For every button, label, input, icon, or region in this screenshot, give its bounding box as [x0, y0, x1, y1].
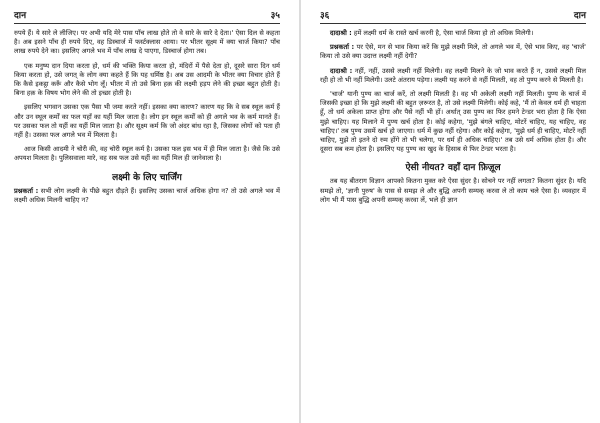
- right-page-header: [320, 8, 586, 24]
- left-paragraph-3: इसलिए भगवान उसका एक पैसा भी जमा करते नहीं। इसका क्या कारण? कारण यह कि वे सब स्थूल कर्म हैं और उन स्थूल कर्मों का फल यहाँ का यहीं मिल जाता है। लोग इन स्थूल कर्मों को ही अगले भव के कर्म मानते हैं। पर उसका फल तो यहीं का यहीं मिल जाता है। और सूक्ष्म कर्म कि जो अंदर बांध रहा है, जिसका लोगों को पता ही नहीं है। उसका फल अगले भव में मिलता है।: [14, 103, 280, 140]
- right-page: [300, 0, 600, 423]
- right-last-paragraph: तब यह बीतराग विज्ञान आपको कितना मुक्त करे ऐसा सुंदर है। सोचने पर नहीं लगता? कितना सुंदर है। यदि समझे तो, 'ज्ञानी पुरुष' के पास से समझ ले और बुद्धि अपनी सम्यक् करवा ले तो काम चले ऐसा है। व्यवहार में लोग भी मैं पास बुद्धि अपनी सम्यक् करवा लें, भले ही ज्ञान: [320, 177, 586, 204]
- left-paragraph-2: एक मनुष्य दान दिया करता हो, धर्म की भक्ति किया करता हो, मंदिरों में पैसे देता हो, दूसरे सारा दिन धर्म किया करता हो, उसे जगत् के लोग क्या कहते हैं कि यह धर्मिष्ठ है। अब उस आदमी के भीतर क्या विचार होते हैं कि कैसे इकट्ठा करूँ और कैसे भोग लूँ। भीतर में तो उसे बिना हक़ की लक्ष्मी हड़प लेने की इच्छा बहुत होती है। बिना हक़ के विषय भोग लेने की तो इच्छा होती है।: [14, 61, 280, 98]
- speaker-label: प्रश्नकर्ता :: [14, 186, 39, 195]
- right-paragraph-3: [320, 67, 586, 85]
- left-page-header: [14, 8, 280, 24]
- right-section-heading: ऐसी नीयत? वहाँ दान फ़िज़ूल: [405, 163, 501, 174]
- paragraph-text: हमें लक्ष्मी धर्म के रास्ते खर्च करनी है, ऐसा चार्ज किया हो तो अधिक मिलेगी।: [353, 29, 534, 37]
- paragraph-text: 'चार्ज' यानी पुण्य का चार्ज करें, तो लक्ष्मी मिलती है। वह भी अकेली लक्ष्मी नहीं मिलती। पुण्य के चार्ज में जिसकी इच्छा हो कि मुझे लक्ष्मी की बहुत ज़रूरत है, तो उसे लक्ष्मी मिलेगी। कोई कहे, 'मैं तो केवल धर्म ही चाहता हूँ, तो धर्म अकेला प्राप्त होगा और पैसे नहीं भी हों। अर्थात् उस पुण्य का फिर हमने टेन्डर भरा होता है कि ऐसा मुझे चाहिए। यह मिलाने में पुण्य खर्च होता है। कोई कहेगा, 'मुझे बंगले चाहिए, मोटरें चाहिए, यह चाहिए, वह चाहिए।' तब पुण्य उसमें खर्च हो जाएगा। धर्म में कुछ नहीं रहेगा। और कोई कहेगा, 'मुझे धर्म ही चाहिए, मोटरें नहीं चाहिए, मुझे तो इतने दो रुम होंगे तो भी चलेगा, पर धर्म ही अधिक चाहिए।' तब उसे धर्म अधिक होता है। और दूसरा सब कम होता है। इसलिए यह पुण्य का खुद के हिसाब से फिर टेन्डर भरता है।: [320, 90, 586, 154]
- left-qa-paragraph: [14, 187, 280, 205]
- right-paragraph-4: [320, 90, 586, 154]
- paragraph-text: पर ऐसे, मन से भाव किया करें कि मुझे लक्ष्मी मिले, तो अगले भव में, ऐसे भाव किए, वह 'चार्ज' किया तो उसे क्या उदात्त लक्ष्मी नहीं देगी?: [320, 43, 586, 61]
- left-paragraph-4: आज किसी आदमी ने चोरी की, वह चोरी स्थूल कर्म है। उसका फल इस भव में ही मिल जाता है। जैसे कि उसे अपयश मिलता है। पुलिसवाला मारे, वह सब फल उसे यहीं का यहीं मिल ही जानेवाला है।: [14, 145, 280, 163]
- left-section-heading: लक्ष्मी के लिए चार्जिंग: [112, 172, 182, 183]
- left-page-number: ३५: [270, 11, 280, 21]
- right-paragraph-1: [320, 29, 586, 38]
- qa-text: सभी लोग लक्ष्मी के पीछे बहुत दौड़ते हैं। इसलिए उसका चार्ज अधिक होगा न? तो उसे अगले भव में लक्ष्मी अधिक मिलनी चाहिए न?: [14, 186, 280, 204]
- speaker-label: दादाश्री :: [330, 29, 352, 37]
- paragraph-text: नहीं, नहीं, उससे लक्ष्मी नहीं मिलेगी। वह लक्ष्मी मिलने के जो भाव करते हैं न, उससे लक्ष्मी मिल रही हो तो भी नहीं मिलेगी। उलटे अंतराय पड़ेगा। लक्ष्मी यह करने से नहीं मिलती, वह तो पुण्य करने से मिलती है।: [320, 66, 586, 84]
- left-header-title: दान: [14, 11, 27, 21]
- right-paragraph-2: [320, 43, 586, 61]
- right-page-number: ३६: [320, 11, 330, 21]
- left-paragraph-1: रुपये हैं। ये सारे ले लीजिए। पर अभी यदि मेरे पास पाँच लाख होते तो वे सारे के सारे दे देता।' ऐसा दिल से कहता है। अब इसने पाँच ही रुपये दिए, वह डिस्चार्ज में फर्स्टक्लास आया। पर भीतर सूक्ष्म में क्या चार्ज किया? पाँच लाख रुपये देने का। इसलिए अगले भव में पाँच लाख दे पाएगा, डिस्चार्ज होगा तब।: [14, 29, 280, 56]
- right-header-title: दान: [573, 11, 586, 21]
- speaker-label: दादाश्री :: [330, 66, 353, 75]
- speaker-label: प्रश्नकर्ता :: [330, 43, 355, 52]
